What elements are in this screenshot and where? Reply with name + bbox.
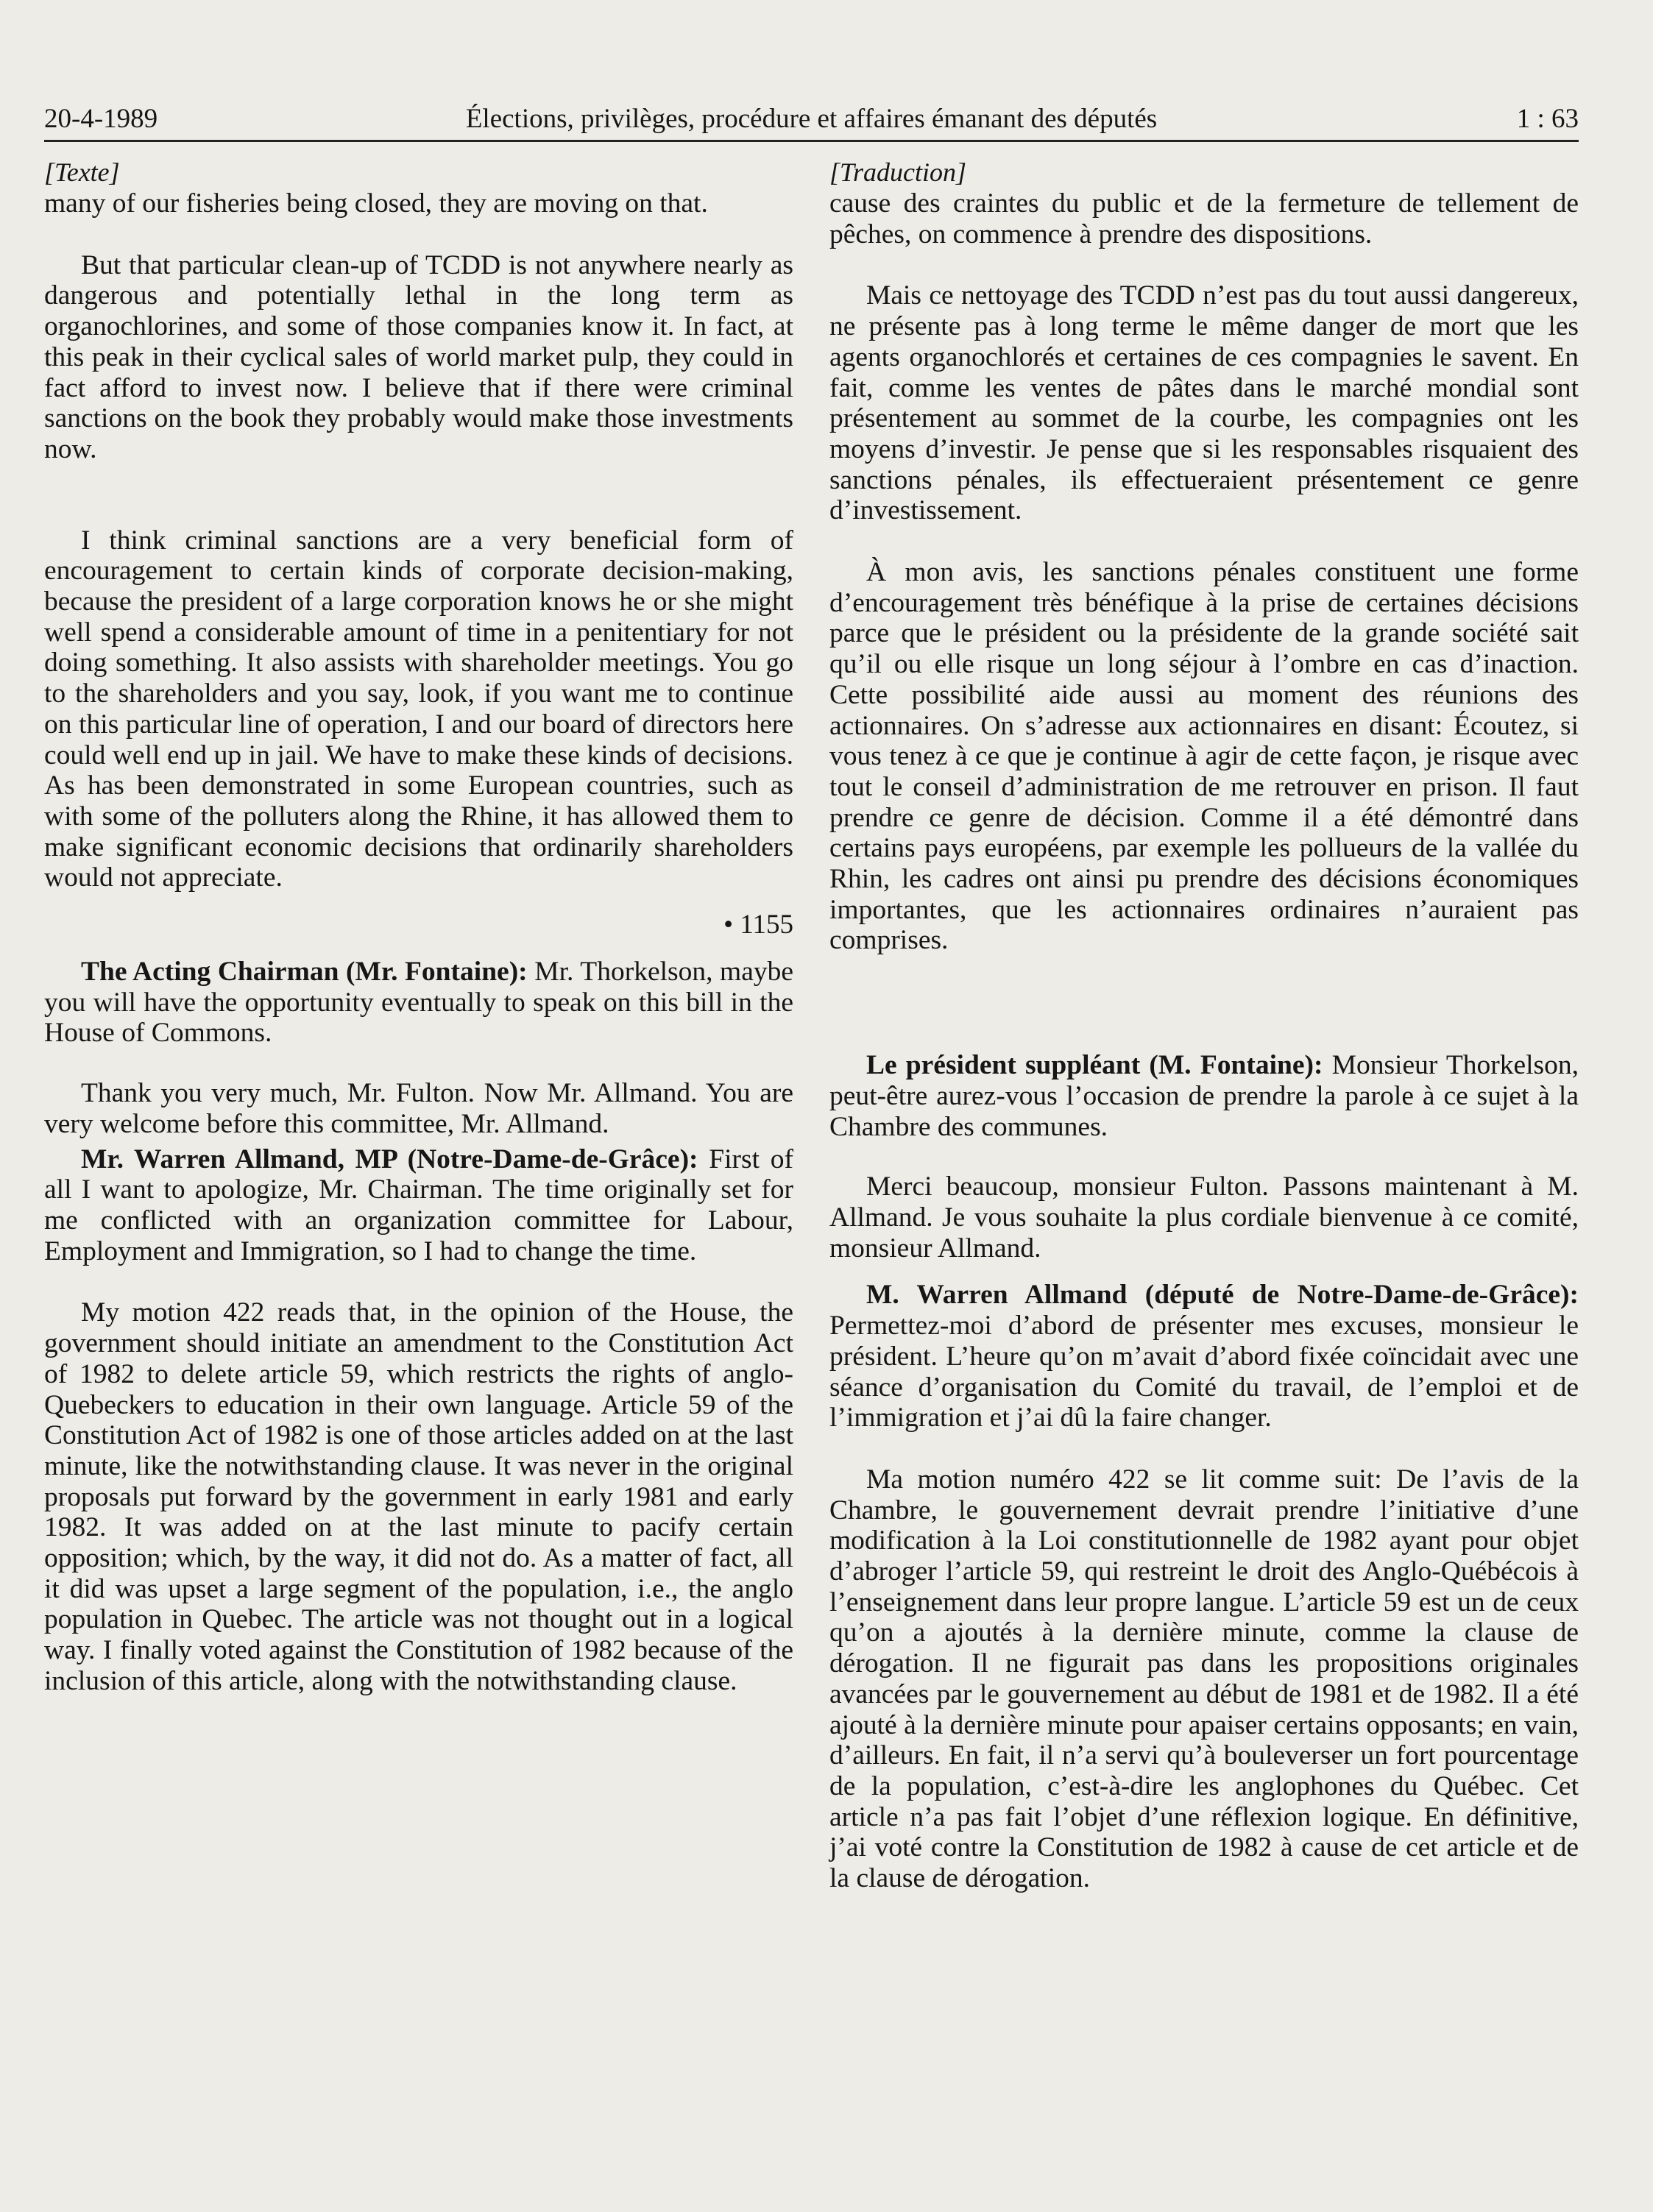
- paragraph: Mais ce nettoyage des TCDD n’est pas du tout aussi dangereux, ne présente pas à long terme le même danger de mort que les agents organochlorés et certaines de ces compagnies le savent. En fait, comme les ventes de pâtes dans le marché mondial sont présentement au sommet de la courbe, les compagnies ont les moyens d’investir. Je pense que si les responsables risquaient des sanctions pénales, ils effectueraient présentement ce genre d’investissement.: [829, 280, 1579, 526]
- speech-text: Permettez-moi d’abord de présenter mes excuses, monsieur le président. L’heure qu’on m’avait d’abord fixée coïncidait avec une séance d’organisation du Comité du travail, de l’emploi et de l’immigration et j’ai dû la faire changer.: [829, 1311, 1579, 1433]
- paragraph: Merci beaucoup, monsieur Fulton. Passons maintenant à M. Allmand. Je vous souhaite la plus cordiale bienvenue à ce comité, monsieur Allmand.: [829, 1171, 1579, 1263]
- header-page-number: 1 : 63: [1516, 104, 1579, 134]
- paragraph: Thank you very much, Mr. Fulton. Now Mr. Allmand. You are very welcome before this committee, Mr. Allmand.: [44, 1078, 793, 1139]
- language-tag: [Texte]: [44, 157, 120, 187]
- speaker-name: The Acting Chairman (Mr. Fontaine):: [81, 957, 528, 988]
- speaker-name: Le président suppléant (M. Fontaine):: [866, 1050, 1323, 1081]
- header-date: 20-4-1989: [44, 104, 158, 134]
- speech-text: First of all I want to apologize, Mr. Chairman. The time originally set for me conflicted with an organization committee for Labour, Employment and Immigration, so I had to change the time.: [44, 1144, 793, 1266]
- paragraph: Ma motion numéro 422 se lit comme suit: De l’avis de la Chambre, le gouvernement devrait prendre l’initiative d’une modification à la Loi constitutionnelle de 1982 ayant pour objet d’abroger l’article 59, qui restreint le droit des Anglo-Québécois à l’enseignement dans leur propre langue. L’article 59 est un de ceux qu’on a ajoutés à la dernière minute, comme la clause de dérogation. Il ne figurait pas dans les propositions originales avancées par le gouvernement au début de 1981 et de 1982. Il a été ajouté à la dernière minute pour apaiser certains opposants; en vain, d’ailleurs. En fait, il n’a servi qu’à bouleverser un fort pourcentage de la population, c’est-à-dire les anglophones du Québec. Cet article n’a pas fait l’objet d’une réflexion logique. En définitive, j’ai voté contre la Constitution de 1982 à cause de cet article et de la clause de dérogation.: [829, 1464, 1579, 1894]
- paragraph: many of our fisheries being closed, they are moving on that.: [44, 188, 708, 219]
- header-title: Élections, privilèges, procédure et affaires émanant des députés: [465, 104, 1158, 134]
- english-column: [44, 156, 793, 1697]
- paragraph: [44, 1144, 793, 1267]
- time-marker: • 1155: [723, 910, 793, 940]
- paragraph: My motion 422 reads that, in the opinion of the House, the government should initiate an amendment to the Constitution Act of 1982 to delete article 59, which restricts the rights of anglo-Quebeckers to education in their own language. Article 59 of the Constitution Act of 1982 is one of those articles added on at the last minute, like the notwithstanding clause. It was never in the original proposals put forward by the government in early 1981 and early 1982. It was added on at the last minute to pacify certain opposition; which, by the way, it did not do. As a matter of fact, all it did was upset a large segment of the population, i.e., the anglo population in Quebec. The article was not thought out in a logical way. I finally voted against the Constitution of 1982 because of the inclusion of this article, along with the notwithstanding clause.: [44, 1297, 793, 1696]
- paragraph: But that particular clean-up of TCDD is not anywhere nearly as dangerous and potentially lethal in the long term as organochlorines, and some of those companies know it. In fact, at this peak in their cyclical sales of world market pulp, they could in fact afford to invest now. I believe that if there were criminal sanctions on the book they probably would make those investments now.: [44, 249, 793, 464]
- french-column: [829, 156, 1579, 1894]
- paragraph: [44, 957, 793, 1049]
- paragraph: [829, 1050, 1579, 1142]
- paragraph: [829, 1280, 1579, 1433]
- paragraph: cause des craintes du public et de la fermeture de tellement de pêches, on commence à prendre des dispositions.: [829, 188, 1579, 249]
- speech-text: Mr. Thorkelson, maybe you will have the opportunity eventually to speak on this bill in the House of Commons.: [44, 957, 794, 1049]
- running-header: [44, 102, 1579, 142]
- speaker-name: M. Warren Allmand (député de Notre-Dame-de-Grâce):: [866, 1280, 1579, 1311]
- language-tag: [Traduction]: [829, 157, 967, 187]
- speaker-name: Mr. Warren Allmand, MP (Notre-Dame-de-Grâce):: [81, 1144, 698, 1174]
- paragraph: À mon avis, les sanctions pénales constituent une forme d’encouragement très bénéfique à la prise de certaines décisions parce que le président ou la présidente de la grande société sait qu’il ou elle risque un long séjour à l’ombre en cas d’inaction. Cette possibilité aide aussi au moment des réunions des actionnaires. On s’adresse aux actionnaires en disant: Écoutez, si vous tenez à ce que je continue à agir de cette façon, je risque avec tout le conseil d’administration de me retrouver en prison. Il faut prendre ce genre de décision. Comme il a été démontré dans certains pays européens, par exemple les pollueurs de la vallée du Rhin, les cadres ont ainsi pu prendre des décisions économiques importantes, que les actionnaires ordinaires n’auraient pas comprises.: [829, 557, 1579, 956]
- speech-text: Monsieur Thorkelson, peut-être aurez-vous l’occasion de prendre la parole à ce sujet à la Chambre des communes.: [829, 1050, 1579, 1142]
- paragraph: I think criminal sanctions are a very beneficial form of encouragement to certain kinds of corporate decision-making, because the president of a large corporation knows he or she might well spend a considerable amount of time in a penitentiary for not doing something. It also assists with shareholder meetings. You go to the shareholders and you say, look, if you want me to continue on this particular line of operation, I and our board of directors here could well end up in jail. We have to make these kinds of decisions. As has been demonstrated in some European countries, such as with some of the polluters along the Rhine, it has allowed them to make significant economic decisions that ordinarily shareholders would not appreciate.: [44, 525, 793, 893]
